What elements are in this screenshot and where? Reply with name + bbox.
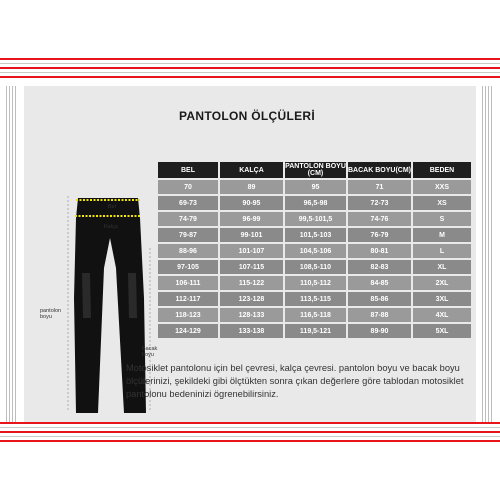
table-cell: M [411, 228, 471, 242]
label-bacak-boyu: Bacak boyu [142, 346, 158, 358]
label-kalca: Kalça [104, 224, 118, 230]
knee-pad-left [82, 273, 91, 318]
table-cell: S [411, 212, 471, 226]
table-row [158, 196, 471, 210]
table-cell: 72-73 [346, 196, 411, 210]
table-cell: 89-90 [346, 324, 411, 338]
label-pantolon-boyu: pantolon boyu [40, 308, 62, 320]
table-cell: 87-88 [346, 308, 411, 322]
table-cell: 79-87 [158, 228, 218, 242]
table-cell: 99,5-101,5 [283, 212, 346, 226]
table-row [158, 276, 471, 290]
table-row [158, 212, 471, 226]
header-bacak-boyu: BACAK BOYU(CM) [346, 162, 411, 178]
table-cell: 88-96 [158, 244, 218, 258]
table-row [158, 324, 471, 338]
header-bel: BEL [158, 162, 218, 178]
table-cell: 119,5-121 [283, 324, 346, 338]
table-cell: 96-99 [218, 212, 283, 226]
table-cell: 2XL [411, 276, 471, 290]
table-cell: 4XL [411, 308, 471, 322]
table-cell: 107-115 [218, 260, 283, 274]
page-title: PANTOLON ÖLÇÜLERİ [179, 109, 315, 123]
table-header-row [158, 162, 471, 178]
table-row [158, 292, 471, 306]
header-beden: BEDEN [411, 162, 471, 178]
table-cell: 70 [158, 180, 218, 194]
caption-text: Motosiklet pantolonu için bel çevresi, kalça çevresi. pantolon boyu ve bacak boyu ölçülerinizi, şekildeki gibi ölçtükten sonra çıkan değerlere göre tablodan motosiklet pantolonu bedeninizi ögrenebilirsiniz. [126, 363, 464, 399]
table-cell: 101,5-103 [283, 228, 346, 242]
top-stripe-band [0, 58, 500, 86]
table-cell: 90-95 [218, 196, 283, 210]
table-cell: XS [411, 196, 471, 210]
table-cell: L [411, 244, 471, 258]
table-cell: 96,5-98 [283, 196, 346, 210]
table-cell: 108,5-110 [283, 260, 346, 274]
table-row [158, 228, 471, 242]
size-chart-panel [24, 86, 476, 422]
left-side-stripes [6, 86, 18, 422]
label-bel: Bel [108, 204, 116, 210]
size-table [158, 160, 471, 340]
header-kalca: KALÇA [218, 162, 283, 178]
table-cell: 115-122 [218, 276, 283, 290]
table-cell: 89 [218, 180, 283, 194]
table-cell: 82-83 [346, 260, 411, 274]
knee-pad-right [128, 273, 137, 318]
table-cell: 113,5-115 [283, 292, 346, 306]
table-row [158, 244, 471, 258]
table-cell: 97-105 [158, 260, 218, 274]
table-cell: 128-133 [218, 308, 283, 322]
table-cell: 84-85 [346, 276, 411, 290]
table-cell: 101-107 [218, 244, 283, 258]
table-cell: XXS [411, 180, 471, 194]
table-cell: 116,5-118 [283, 308, 346, 322]
table-cell: 76-79 [346, 228, 411, 242]
right-side-stripes [482, 86, 494, 422]
table-cell: 69-73 [158, 196, 218, 210]
table-cell: 74-76 [346, 212, 411, 226]
table-cell: 3XL [411, 292, 471, 306]
table-cell: 71 [346, 180, 411, 194]
bottom-stripe-band [0, 422, 500, 450]
table-cell: 74-79 [158, 212, 218, 226]
table-body [158, 180, 471, 338]
table-cell: 123-128 [218, 292, 283, 306]
table-row [158, 180, 471, 194]
table-cell: 80-81 [346, 244, 411, 258]
table-cell: 118-123 [158, 308, 218, 322]
header-pantolon-boyu: PANTOLON BOYU (CM) [283, 162, 346, 178]
table-cell: 124-129 [158, 324, 218, 338]
table-cell: 112-117 [158, 292, 218, 306]
table-cell: 110,5-112 [283, 276, 346, 290]
table-row [158, 308, 471, 322]
table-cell: 104,5-106 [283, 244, 346, 258]
table-cell: 99-101 [218, 228, 283, 242]
table-cell: XL [411, 260, 471, 274]
table-cell: 133-138 [218, 324, 283, 338]
table-cell: 95 [283, 180, 346, 194]
table-cell: 106-111 [158, 276, 218, 290]
table-row [158, 260, 471, 274]
table-cell: 5XL [411, 324, 471, 338]
table-cell: 85-86 [346, 292, 411, 306]
